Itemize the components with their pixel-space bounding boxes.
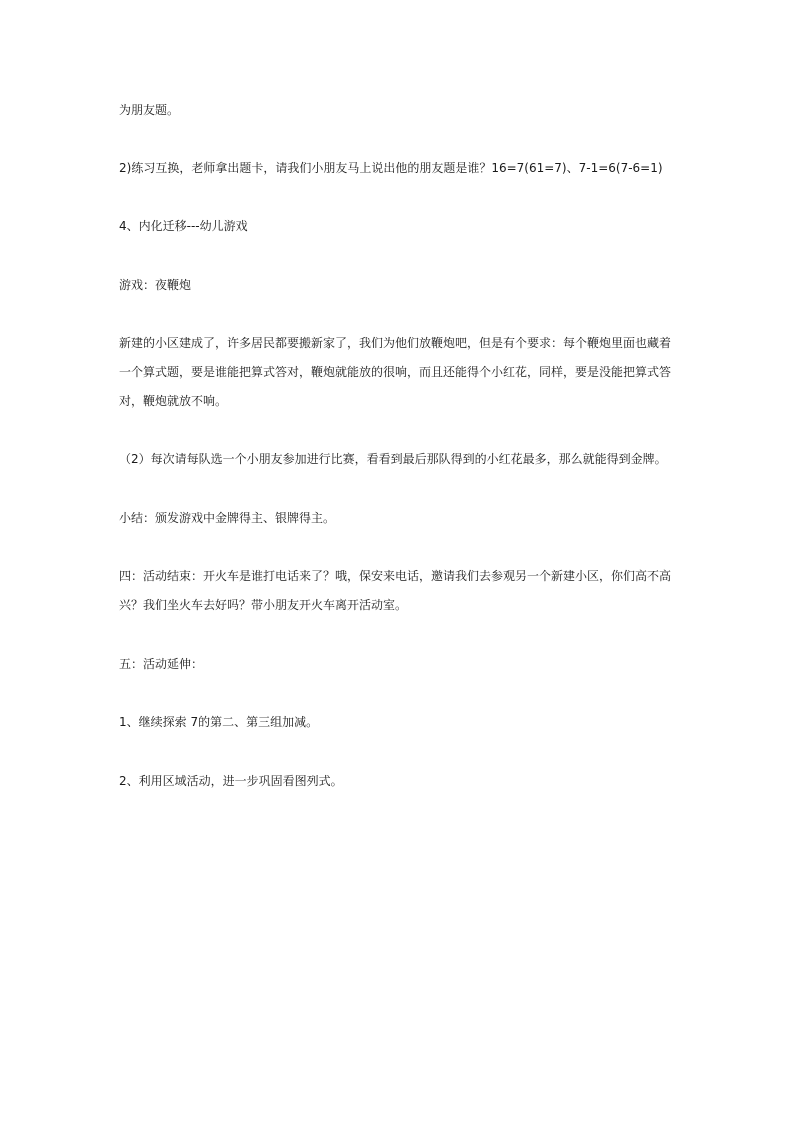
paragraph-extension-item-2: 2、利用区域活动，进一步巩固看图列式。 (119, 774, 343, 788)
paragraph-friend-problem: 为朋友题。 (119, 103, 180, 117)
paragraph-extension-item-1: 1、继续探索 7的第二、第三组加减。 (119, 715, 319, 729)
paragraph-section-4-heading: 4、内化迁移---幼儿游戏 (119, 219, 248, 233)
paragraph-extension-heading: 五：活动延伸： (119, 657, 204, 671)
paragraph-competition-rule: （2）每次请每队选一个小朋友参加进行比赛，看看到最后那队得到的小红花最多，那么就能得到金牌。 (119, 452, 667, 466)
paragraph-exchange-practice: 2)练习互换，老师拿出题卡，请我们小朋友马上说出他的朋友题是谁？16=7(61=7)、7-1=6(7-6=1) (119, 161, 663, 175)
paragraph-game-description: 新建的小区建成了，许多居民都要搬新家了，我们为他们放鞭炮吧，但是有个要求：每个鞭炮里面也藏着一个算式题，要是谁能把算式答对，鞭炮就能放的很响，而且还能得个小红花，同样，要是没能把算式答对，鞭炮就放不响。 (119, 336, 672, 408)
paragraph-activity-end: 四：活动结束：开火车是谁打电话来了？哦，保安来电话，邀请我们去参观另一个新建小区，你们高不高兴？我们坐火车去好吗？带小朋友开火车离开活动室。 (119, 569, 672, 612)
paragraph-summary: 小结：颁发游戏中金牌得主、银牌得主。 (119, 511, 336, 525)
paragraph-game-title: 游戏：夜鞭炮 (119, 278, 192, 292)
